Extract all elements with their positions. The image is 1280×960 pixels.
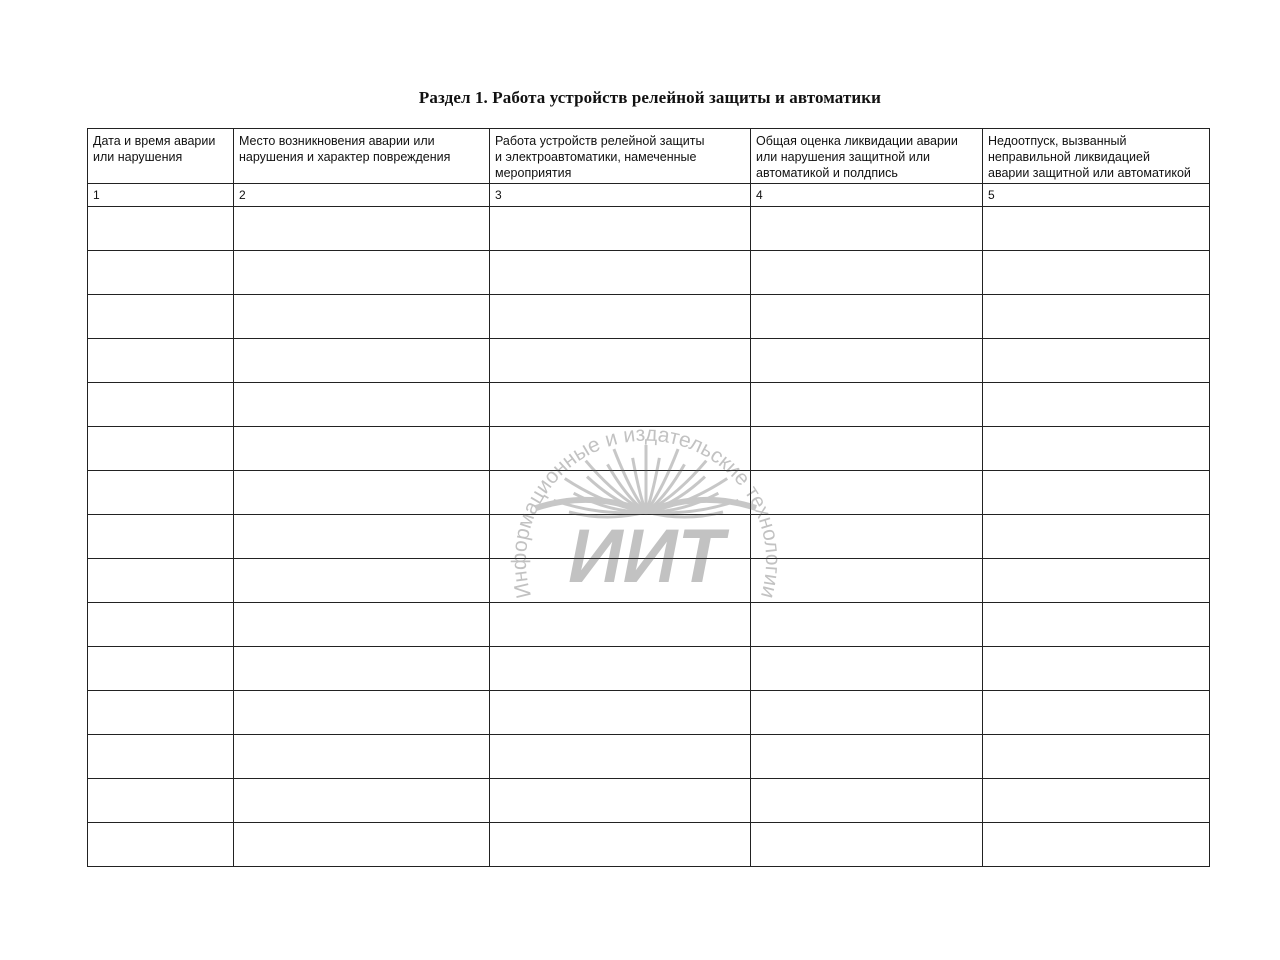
table-cell[interactable] [983, 339, 1210, 383]
table-cell[interactable] [983, 471, 1210, 515]
column-header-undersupply: Недоотпуск, вызванный неправильной ликвидацией аварии защитной или автоматикой [983, 129, 1210, 184]
table-row [88, 295, 1210, 339]
table-cell[interactable] [490, 823, 751, 867]
table-cell[interactable] [751, 823, 983, 867]
column-number: 3 [490, 184, 751, 207]
watermark-arc-text: Информационные и издательские технологии [507, 422, 785, 600]
table-row [88, 735, 1210, 779]
table-cell[interactable] [88, 383, 234, 427]
table-cell[interactable] [983, 559, 1210, 603]
column-header-datetime: Дата и время аварии или нарушения [88, 129, 234, 184]
table-cell[interactable] [490, 647, 751, 691]
column-number: 1 [88, 184, 234, 207]
table-cell[interactable] [88, 735, 234, 779]
table-cell[interactable] [490, 779, 751, 823]
table-cell[interactable] [234, 823, 490, 867]
column-number: 5 [983, 184, 1210, 207]
watermark-logo-text: ИИТ [568, 514, 724, 599]
table-cell[interactable] [490, 735, 751, 779]
table-cell[interactable] [751, 647, 983, 691]
table-cell[interactable] [490, 383, 751, 427]
table-cell[interactable] [490, 207, 751, 251]
table-cell[interactable] [751, 603, 983, 647]
table-cell[interactable] [88, 295, 234, 339]
table-cell[interactable] [751, 779, 983, 823]
table-row [88, 691, 1210, 735]
table-cell[interactable] [983, 295, 1210, 339]
table-row [88, 251, 1210, 295]
table-cell[interactable] [234, 471, 490, 515]
table-cell[interactable] [983, 603, 1210, 647]
header-row [88, 129, 1210, 184]
table-cell[interactable] [751, 427, 983, 471]
table-cell[interactable] [234, 207, 490, 251]
table-row [88, 515, 1210, 559]
table-cell[interactable] [88, 427, 234, 471]
table-cell[interactable] [88, 691, 234, 735]
table-cell[interactable] [983, 779, 1210, 823]
table-row [88, 207, 1210, 251]
table-cell[interactable] [983, 207, 1210, 251]
table-cell[interactable] [983, 735, 1210, 779]
column-header-relay-operation: Работа устройств релейной защиты и электроавтоматики, намеченные мероприятия [490, 129, 751, 184]
table-cell[interactable] [88, 779, 234, 823]
table-cell[interactable] [983, 823, 1210, 867]
incident-log-table [87, 128, 1210, 867]
table-row [88, 779, 1210, 823]
table-cell[interactable] [751, 559, 983, 603]
table-cell[interactable] [234, 251, 490, 295]
table-cell[interactable] [983, 251, 1210, 295]
table-cell[interactable] [751, 735, 983, 779]
table-cell[interactable] [88, 339, 234, 383]
table-cell[interactable] [234, 647, 490, 691]
table-cell[interactable] [490, 603, 751, 647]
table-cell[interactable] [234, 295, 490, 339]
table-cell[interactable] [490, 471, 751, 515]
table-cell[interactable] [88, 603, 234, 647]
table-cell[interactable] [983, 383, 1210, 427]
section-title: Раздел 1. Работа устройств релейной защиты и автоматики [418, 88, 882, 107]
table-cell[interactable] [490, 251, 751, 295]
table-cell[interactable] [751, 207, 983, 251]
table-cell[interactable] [234, 339, 490, 383]
table-cell[interactable] [751, 295, 983, 339]
column-number: 4 [751, 184, 983, 207]
column-number-row [88, 184, 1210, 207]
table-cell[interactable] [88, 471, 234, 515]
table-row [88, 559, 1210, 603]
table-cell[interactable] [751, 339, 983, 383]
table-cell[interactable] [234, 427, 490, 471]
table-cell[interactable] [234, 735, 490, 779]
table-cell[interactable] [234, 779, 490, 823]
table-cell[interactable] [490, 295, 751, 339]
table-row [88, 603, 1210, 647]
table-cell[interactable] [490, 339, 751, 383]
table-cell[interactable] [234, 691, 490, 735]
table-cell[interactable] [751, 515, 983, 559]
column-header-assessment: Общая оценка ликвидации аварии или нарушения защитной или автоматикой и полдпись [751, 129, 983, 184]
table-row [88, 383, 1210, 427]
table-cell[interactable] [88, 647, 234, 691]
table-row [88, 339, 1210, 383]
table-cell[interactable] [490, 427, 751, 471]
table-cell[interactable] [88, 823, 234, 867]
table-cell[interactable] [983, 647, 1210, 691]
table-cell[interactable] [983, 427, 1210, 471]
table-cell[interactable] [490, 559, 751, 603]
table-cell[interactable] [751, 471, 983, 515]
table-row [88, 823, 1210, 867]
column-header-location: Место возникновения аварии или нарушения и характер повреждения [234, 129, 490, 184]
table-cell[interactable] [234, 559, 490, 603]
table-cell[interactable] [983, 515, 1210, 559]
table-row [88, 647, 1210, 691]
table-cell[interactable] [490, 515, 751, 559]
table-cell[interactable] [88, 515, 234, 559]
table-cell[interactable] [751, 383, 983, 427]
table-row [88, 427, 1210, 471]
table-cell[interactable] [88, 207, 234, 251]
table-cell[interactable] [983, 691, 1210, 735]
table-cell[interactable] [490, 691, 751, 735]
table-cell[interactable] [234, 383, 490, 427]
table-cell[interactable] [88, 251, 234, 295]
table-cell[interactable] [751, 691, 983, 735]
table-cell[interactable] [234, 515, 490, 559]
table-cell[interactable] [751, 251, 983, 295]
table-cell[interactable] [88, 559, 234, 603]
table-cell[interactable] [234, 603, 490, 647]
column-number: 2 [234, 184, 490, 207]
table-row [88, 471, 1210, 515]
